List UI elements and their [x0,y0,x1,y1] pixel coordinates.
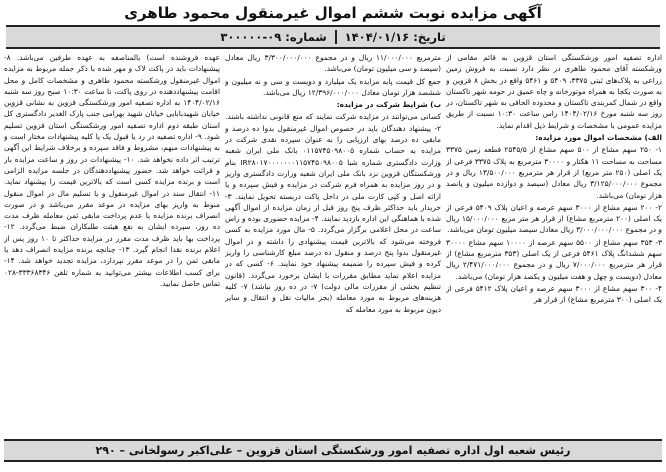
paragraph: عهده فروشنده است) بالمناصفه به عهده طرفین می‌باشد. ۸- پیشنهادات باید در پاکت لاک و مهر شده با ذکر جمله مربوط به مزایده اموال غیرمنقول ورشکسته محمود طاهری و مشخصات کامل و محل اقامت پیشنهاددهنده در روی پاکت، تا ساعت ۱۰:۳۰ صبح روز سه شنبه ۱۴۰۴/۰۲/۱۶ به اداره تصفیه امور ورشکستگی قزوین به نشانی قزوین خیابان شهیدبابایی خیابان شهید بهرامی جنب پارک الغدیر دادگستری کل استان طبقه دوم اداره تصفیه امور ورشکستگی استان قزوین تسلیم شود. ۹- اداره تصفیه در رد یا قبول یک یا کلیه پیشنهادات مختار است و به پیشنهادات مبهم، مشروط و فاقد سپرده و برخلاف شرایط این آگهی ترتیب اثر داده نخواهد شد. ۱۰- پیشنهادات در روز و ساعت مزایده باز و قرائت خواهد شد. حضور پیشنهاددهندگان در جلسه مزایده الزامی است و برنده مزایده کسی است که بالاترین قیمت را پیشنهاد نماید. ۱۱- انتقال سند در اموال غیرمنقول و یا تسلیم مال در اموال منقول منوط به واریز بهای مزایده در موعد مقرر می‌باشد و در صورت انصراف برنده مزایده یا عدم پرداخت مابقی ثمن معامله ظرف مدت ده روز، سپرده ایشان به نفع هیئت طلبکاران ضبط می‌گردد. ۱۲- پرداخت بها باید ظرف مدت مقرر در مزایده حداکثر تا ۱۰ روز پس از اعلام برنده نقدا انجام گیرد. ۱۳- چنانچه برنده مزایده انصراف دهد یا مابقی ثمن را در موعد مقرر نپردازد، مزایده تجدید خواهد شد. ۱۴- برای کسب اطلاعات بیشتر می‌توانید به شماره تلفن ۳۳۳۶۸۳۴۶-۰۲۸ تماس حاصل نمایید. [4,53,220,288]
column-right [446,52,662,427]
column-left [4,52,220,427]
notice-body [4,52,662,427]
notice-date: تاریخ: ۱۴۰۴/۰۱/۱۶ [344,30,446,44]
separator [335,30,337,44]
notice-number: شماره: ۰۹-۳۰۰۰۰۰ [220,30,327,44]
paragraph: ۳- ۳۵۳ سهم مشاع از ۵۵۰۰ سهم عرصه از ۱۰۰۰۰ سهم مشاع ۳۰۰۰۰ سهم ششدانگ پلاک ۵۴۶۱ فرعی از یک اصلی (۳۵۳ مترمربع مشاع) از قرار هر مترمربع ۷/۰۰۰/۰۰۰ ریال و در مجموع ۲/۴۷۱/۰۰۰/۰۰۰ ریال معادل (دویست و چهل و هفت میلیون و یکصد هزار تومان) می‌باشد. [446,237,662,281]
signature-footer: رئیس شعبه اول اداره تصفیه امور ورشکستگی استان قزوین – علی‌اکبر رسولخانی – ۲۹۰ [4,439,662,462]
date-number-bar [6,25,660,49]
column-middle [225,52,441,427]
paragraph: جمع کل قیمت پایه مزایده یک میلیارد و دویست و سی و نه میلیون و ششصد هزار تومان معادل ۱۲/۳۹۶/۰۰۰/۰۰۰ ریال می‌باشد. [225,76,441,97]
section-heading-conditions: ب) شرایط شرکت در مزایده: [336,100,441,110]
paragraph: ۱- ۲۵۰ سهم مشاع از ۵۰۰ سهم مشاع از ۲۵۴۵/۵ قطعه زمین ۳۳۷۵ مساحت به مساحت ۱۱ هکتار و ۳۰۰۰۰ مترمربع به پلاک ۳۳۷۵ فرعی از یک اصلی (۲۵۰ متر مربع) از قرار هر مترمربع ۱۳/۵۰۰/۰۰۰ ریال و در مجموع ۳/۱۲۵/۰۰۰/۰۰۰ ریال معادل (سیصد و دوازده میلیون و پانصد هزار تومان) می‌باشد. [446,145,662,200]
paragraph: اداره تصفیه امور ورشکستگی استان قزوین به قائم مقامی از ورشکسته آقای محمود طاهری در نظر دارد نسبت به فروش زمین زراعی به پلاک‌های ثبتی ۳۳۷۵، ۵۴۰۹ و ۵۴۶۱ واقع در بخش ۸ قزوین و به صورت یکجا به همراه موتورخانه و چاه عمیق در حومه شهر تاکستان واقع در شمال کمربندی تاکستان و محدوده الحاقی به شهر تاکستان، در روز سه شنبه مورخ ۱۴۰۴/۰۲/۱۶ راس ساعت ۱۰:۳۰ نسبت از طریق مزایده عمومی با مشخصات و شرایط ذیل اقدام نماید. [446,53,662,130]
section-heading-properties: الف) مشخصات اموال مورد مزایده: [535,133,662,143]
notice-title: آگهی مزایده نوبت ششم اموال غیرمنقول محمود طاهری [124,4,542,22]
paragraph: مترمربع ۱۱/۰۰۰/۰۰۰ ریال و در مجموع ۳/۳۰۰/۰۰۰/۰۰۰ ریال معادل (سیصد و سی میلیون تومان) می‌باشد. [225,53,441,74]
paragraph: ۴- ۳۰۰ سهم مشاع از ۳۰۰۰ سهم عرصه و اعیان پلاک ۵۴۱۲ فرعی از یک اصلی (۳۰۰ مترمربع مشاع) از قرار هر [446,283,662,305]
paragraph: ۲- ۲۰۰ سهم مشاع از ۳۰۰۰ سهم عرصه و اعیان پلاک ۵۴۰۹ فرعی از یک اصلی (۲۰۰ مترمربع مشاع) از قرار هر متر مربع ۱۵/۰۰۰/۰۰۰ ریال و در مجموع ۳/۰۰۰/۰۰۰/۰۰۰ ریال معادل سیصد میلیون تومان می‌باشد. [446,202,662,235]
paragraph: کسانی می‌توانند در مزایده شرکت نمایند که منع قانونی نداشته باشند. ۲- پیشنهاد دهندگان باید در خصوص اموال غیرمنقول بدوا ده درصد و مابقی ده درصد بهای ارزیابی را به عنوان سپرده نقدی شرکت در مزایده به حساب شماره ۰۱۱۵۷۴۵۰۹۸۰۰۵ بانک ملی ایران شعبه وزارت دادگستری شماره شبا IR۲۸۰۱۷۰۰۰۰۰۰۰۱۱۵۷۴۵۰۹۸۰۰۵ بنام ورشکستگان قزوین نزد بانک ملی ایران شعبه وزارت دادگستری واریز و در روز مزایده به همراه فرم شرکت در مزایده و فیش سپرده و یا ارائه اصل و کپی کارت ملی در داخل پاکت دربسته تحویل نمایند. ۳- خریدار باید حداکثر ظرف پنج روز قبل از زمان مزایده از اموال آگهی شده با هماهنگی این اداره بازدید نمایند. ۴- مزایده حضوری بوده و راس ساعت در محل اعلامی برگزار می‌گردد. ۵- مال مورد مزایده به کسی فروخته می‌شود که بالاترین قیمت پیشنهادی را داشته و در اموال غیرمنقول بدوا پنج درصد و منقول ده درصد مبلغ کارشناسی را واریز کرده و فیش سپرده را ضمیمه پیشنهاد خود نمایند. ۶- کسی که در مزایده اعلام نماید مطابق مقررات با ایشان برخورد می‌گردد. (قانون تنظیم بخشی از مقررات مالی دولت) ۷- در ده روز نباشد) ۷- کلیه هزینه‌های مربوط به مورد معامله (بجز مالیات نقل و انتقال و سایر دیون مربوط به مورد معامله که [225,112,441,314]
